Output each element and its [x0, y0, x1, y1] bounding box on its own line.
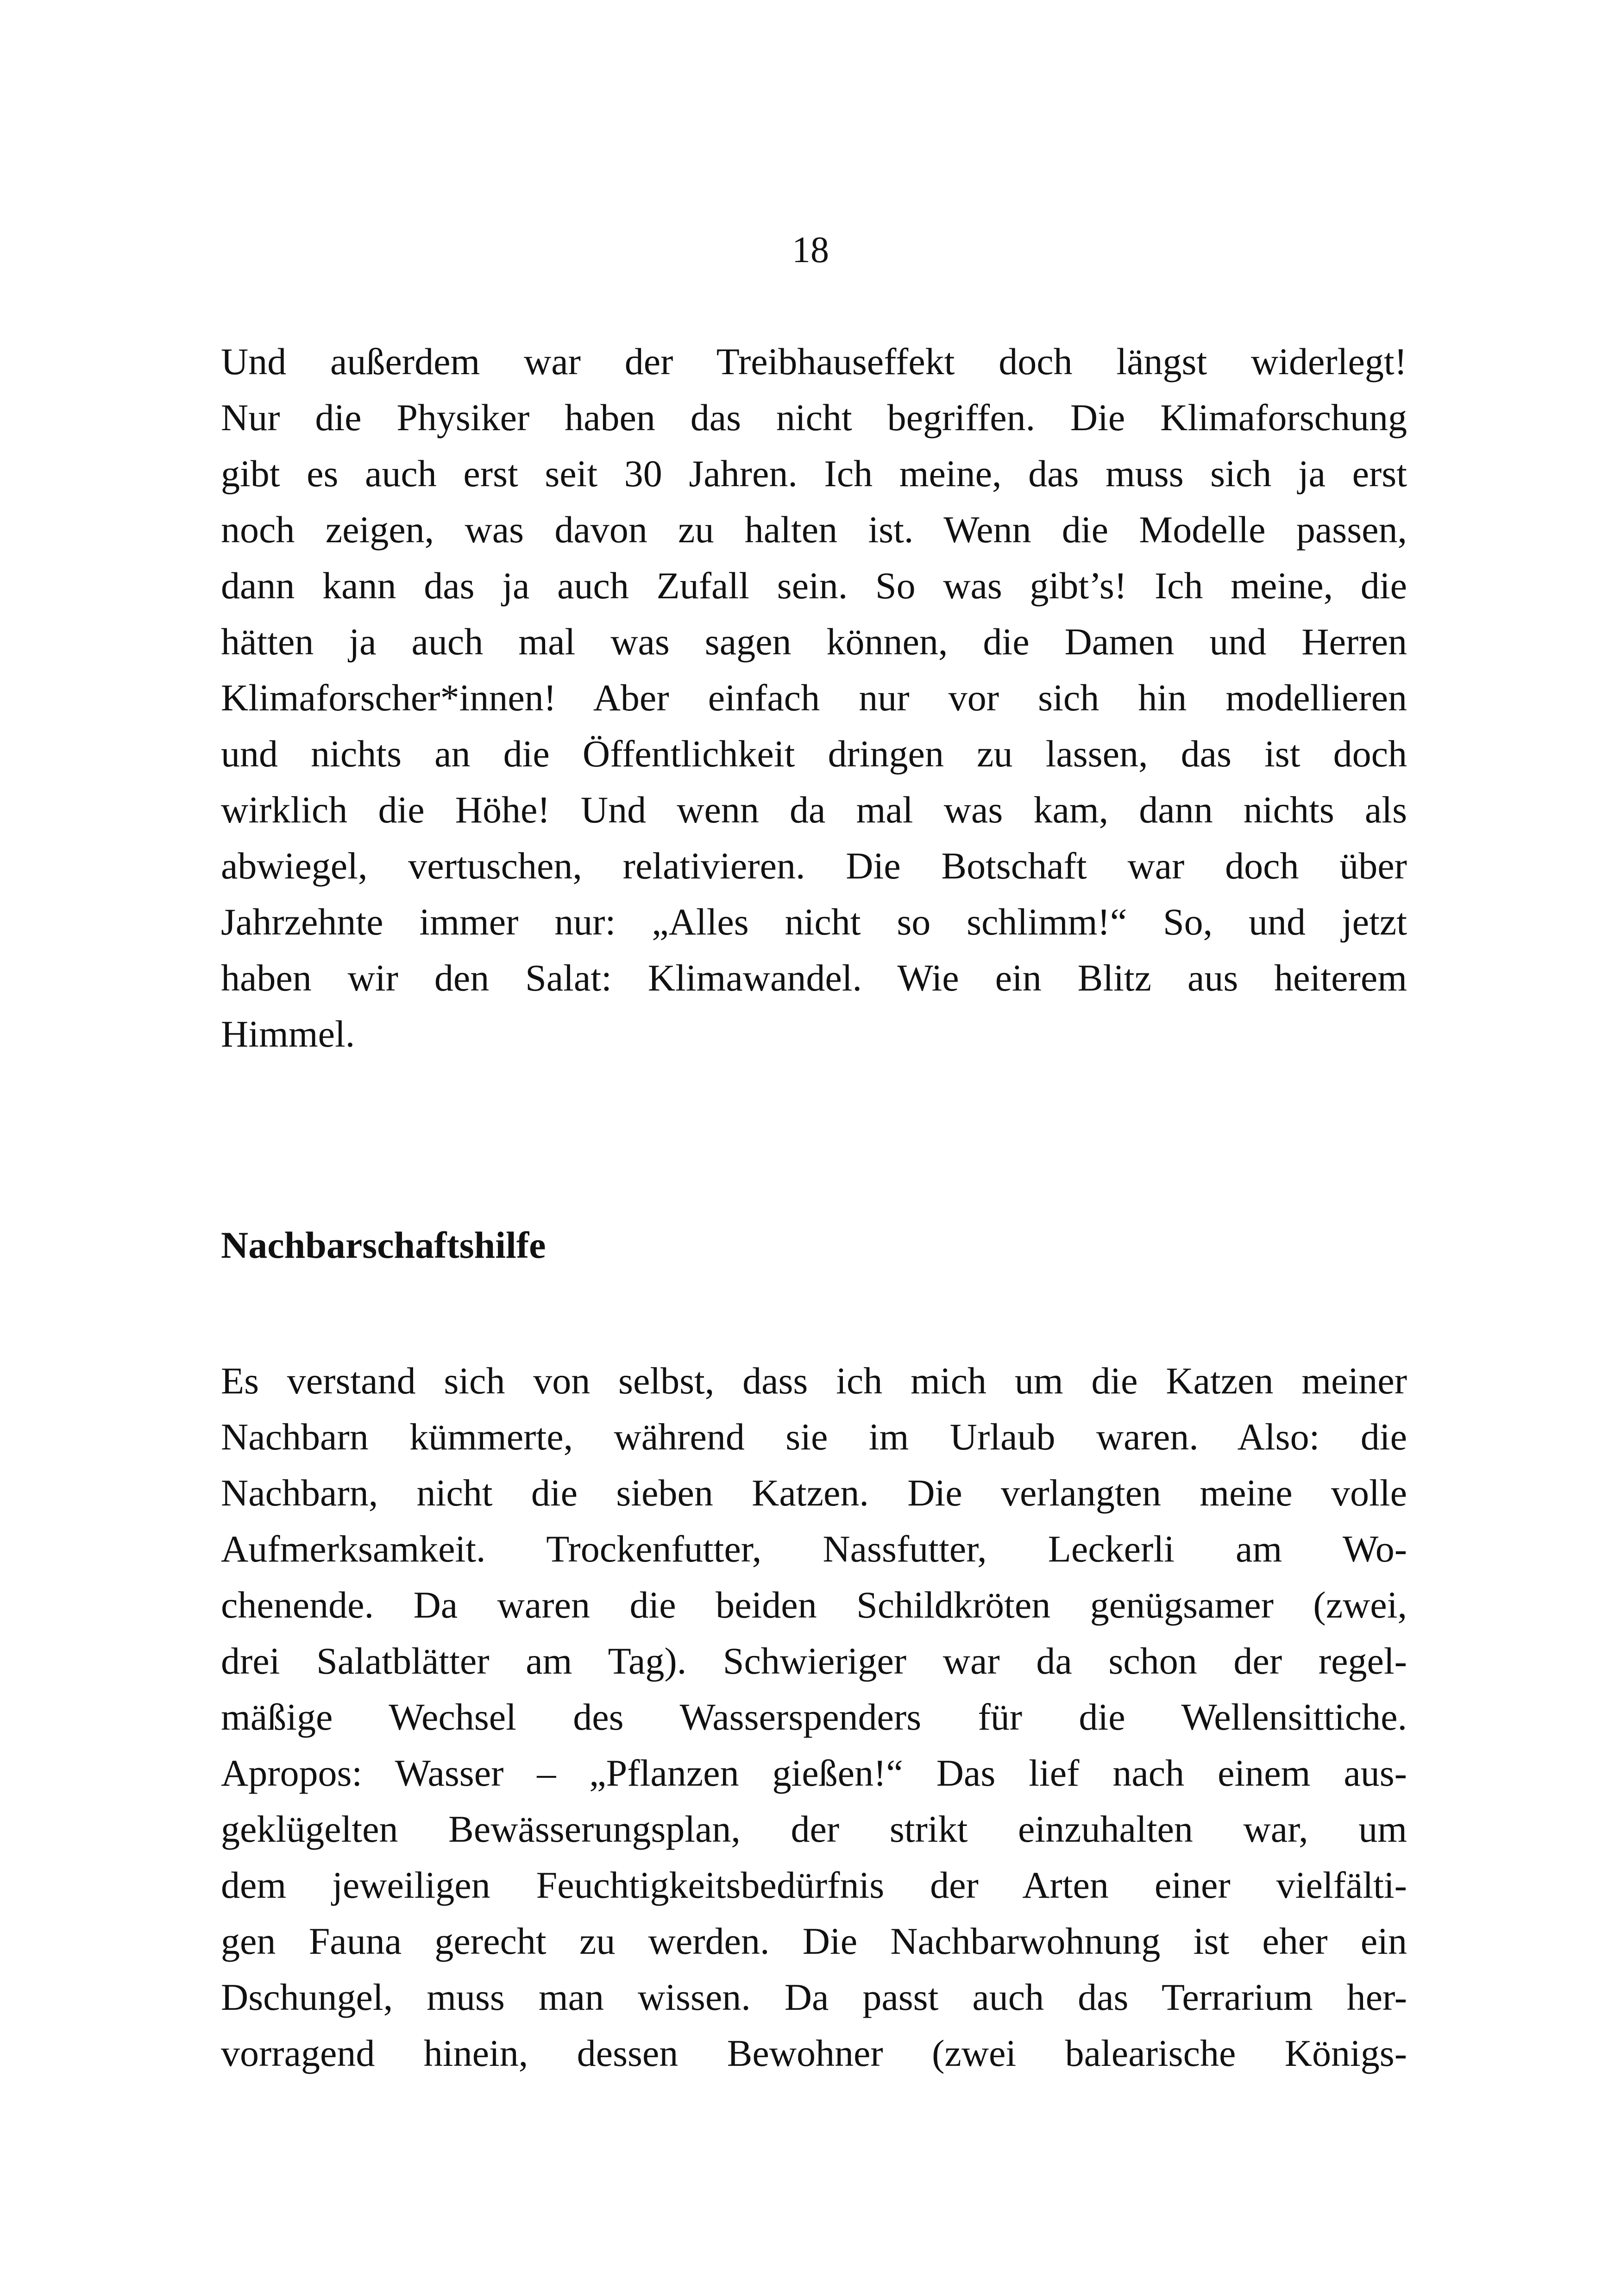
text-line: Und außerdem war der Treibhauseffekt doch längst widerlegt! [221, 340, 1407, 383]
text-line: Nachbarn kümmerte, während sie im Urlaub waren. Also: die [221, 1416, 1407, 1458]
text-line: hätten ja auch mal was sagen können, die Damen und Herren [221, 621, 1407, 663]
text-line: Klimaforscher*innen! Aber einfach nur vor sich hin modellieren [221, 677, 1407, 719]
page-number: 18 [792, 230, 829, 270]
text-line: drei Salatblätter am Tag). Schwieriger war da schon der regel- [221, 1640, 1407, 1682]
text-line: noch zeigen, was davon zu halten ist. Wenn die Modelle passen, [221, 508, 1407, 551]
paragraph-climate [221, 333, 1407, 1062]
text-line: geklügelten Bewässerungsplan, der strikt einzuhalten war, um [221, 1808, 1407, 1850]
text-line: dem jeweiligen Feuchtigkeitsbedürfnis der Arten einer vielfälti- [221, 1864, 1407, 1906]
text-line: Dschungel, muss man wissen. Da passt auch das Terrarium her- [221, 1976, 1407, 2018]
text-line: dann kann das ja auch Zufall sein. So was gibt’s! Ich meine, die [221, 565, 1407, 607]
text-line: gibt es auch erst seit 30 Jahren. Ich meine, das muss sich ja erst [221, 452, 1407, 495]
text-line: Himmel. [221, 1013, 355, 1055]
section-heading: Nachbarschaftshilfe [221, 1224, 546, 1266]
text-line: haben wir den Salat: Klimawandel. Wie ein Blitz aus heiterem [221, 957, 1407, 999]
text-line: chenende. Da waren die beiden Schildkröten genügsamer (zwei, [221, 1584, 1407, 1626]
text-line: Aufmerksamkeit. Trockenfutter, Nassfutter, Leckerli am Wo- [221, 1528, 1407, 1570]
text-line: vorragend hinein, dessen Bewohner (zwei balearische Königs- [221, 2032, 1407, 2074]
text-line: Es verstand sich von selbst, dass ich mich um die Katzen meiner [221, 1360, 1407, 1402]
text-line: Apropos: Wasser – „Pflanzen gießen!“ Das lief nach einem aus- [221, 1752, 1407, 1794]
text-line: Nachbarn, nicht die sieben Katzen. Die verlangten meine volle [221, 1472, 1407, 1514]
paragraph-neighborhood-help [221, 1353, 1407, 2081]
text-line: Jahrzehnte immer nur: „Alles nicht so schlimm!“ So, und jetzt [221, 901, 1407, 943]
text-line: Nur die Physiker haben das nicht begriffen. Die Klimaforschung [221, 396, 1407, 439]
text-line: wirklich die Höhe! Und wenn da mal was kam, dann nichts als [221, 789, 1407, 831]
text-line: und nichts an die Öffentlichkeit dringen zu lassen, das ist doch [221, 733, 1407, 775]
text-line: mäßige Wechsel des Wasserspenders für die Wellensittiche. [221, 1696, 1407, 1738]
text-line: abwiegel, vertuschen, relativieren. Die Botschaft war doch über [221, 845, 1407, 887]
text-line: gen Fauna gerecht zu werden. Die Nachbarwohnung ist eher ein [221, 1920, 1407, 1962]
